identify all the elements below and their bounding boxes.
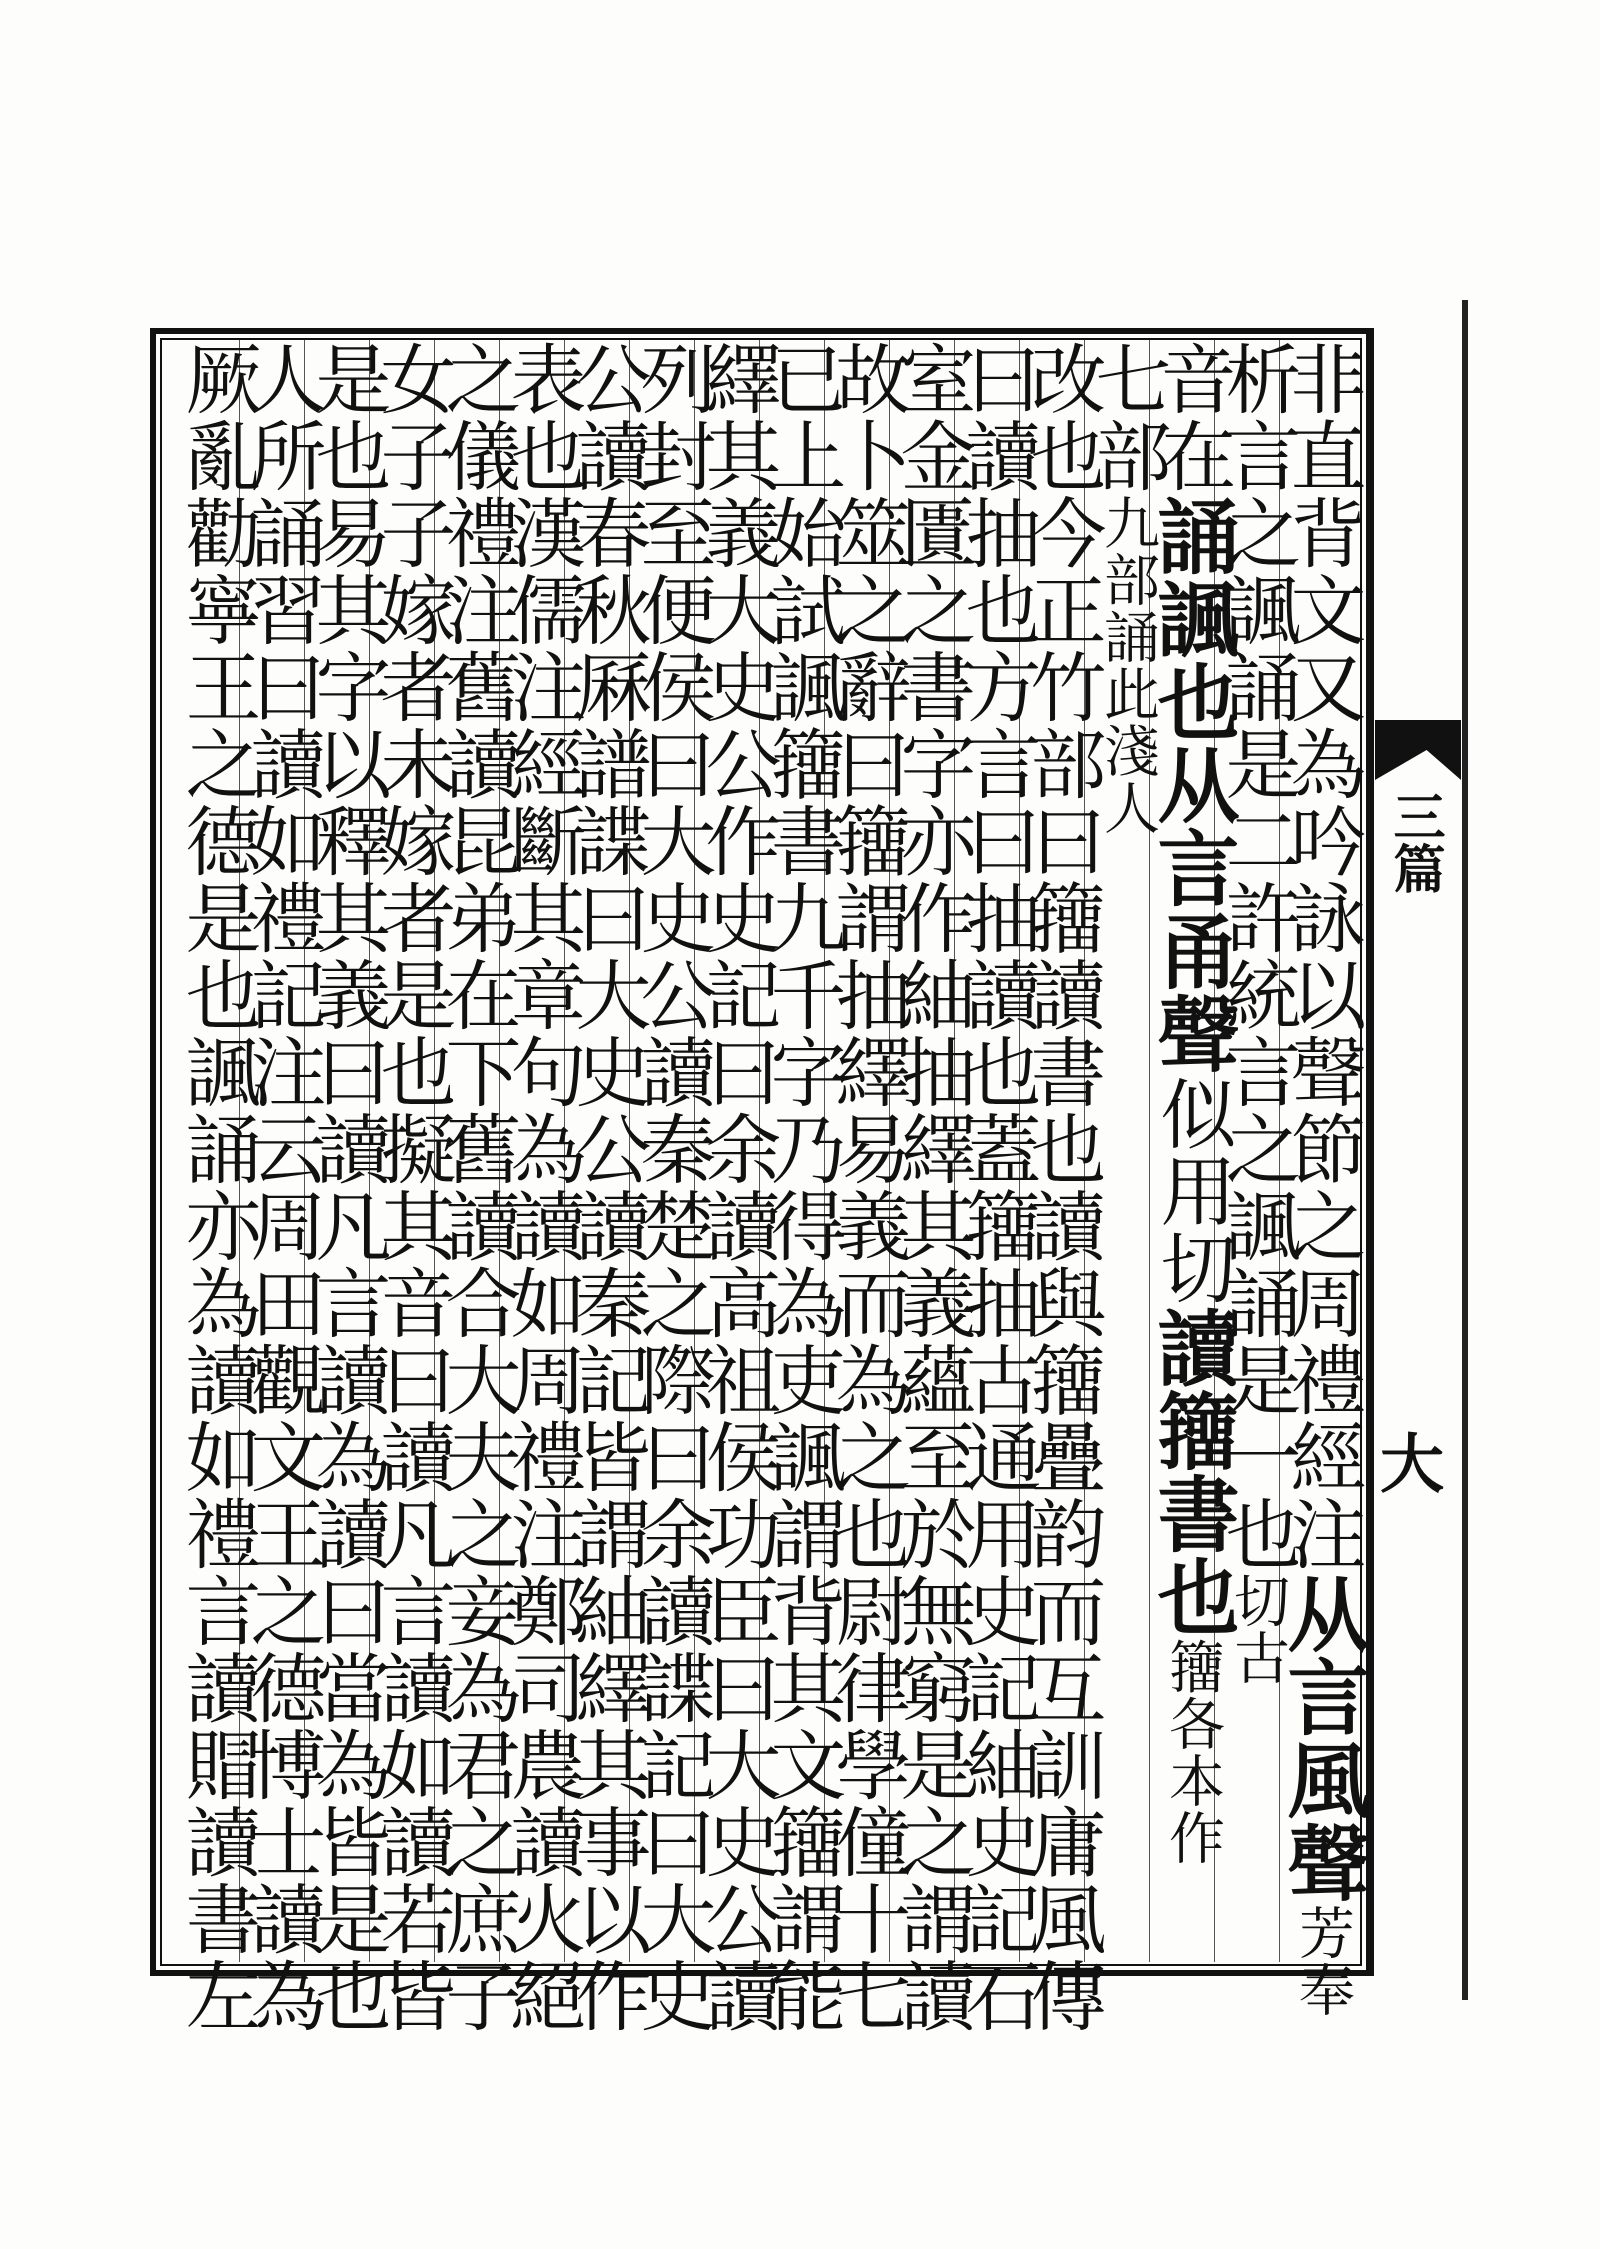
annotation-text: 誦此淺人 — [1095, 608, 1160, 836]
column-text: 繹其義大史公作史記曰余讀高祖侯功臣曰大史公讀 — [693, 340, 782, 2034]
margin-leaf-label: 大 — [1369, 1430, 1444, 1494]
annotation-text: 九部 — [1095, 494, 1160, 608]
annotation-text: 籒各本作 — [1160, 1638, 1225, 1866]
column-text: 改也今正竹部曰籒讀書也讀與籒疊韵而互訓庸風傳 — [1018, 340, 1107, 2034]
column-text: 是也易其字以釋其義曰讀凡言讀為讀曰當為皆是也 — [303, 340, 392, 2034]
column-text: 七部 — [1083, 340, 1172, 494]
column-text: 已上始試諷籒書九千字乃得為吏諷謂背其文籒謂能 — [758, 340, 847, 2034]
column-text: 析言之諷誦是二許統言之諷誦是一也 — [1213, 340, 1302, 1572]
text-column — [173, 340, 262, 2034]
column-text: 之儀禮注舊讀昆弟在下舊讀合大夫之妾為君之庶子 — [433, 340, 522, 2034]
column-text: 室金匱之書字亦作紬抽繹其義蘊至於無窮是之謂讀 — [888, 340, 977, 2034]
annotation-text: 切古 — [1225, 1572, 1290, 1686]
column-text: 列封至便侯曰大史公讀秦楚之際曰余讀諜記曰大史 — [628, 340, 717, 2034]
column-text: 表也漢儒注經斷其章句為讀如周禮注鄭司農讀火絕 — [498, 340, 587, 2034]
column-text: 人所誦習曰讀如禮記注云周田觀文王之德博士讀為 — [238, 340, 327, 2034]
column-text: 非直背文又為吟詠以聲節之周禮經注 — [1278, 340, 1367, 1572]
column-text: 女子子嫁者未嫁者是也擬其音曰讀凡言讀如讀若皆 — [368, 340, 457, 2034]
annotation-text: 芳奉 — [1290, 1904, 1355, 2018]
column-text: 音在 — [1148, 340, 1237, 494]
column-text: 似用切 — [1148, 1075, 1237, 1306]
margin-title: 三篇 — [1384, 790, 1445, 894]
margin-strip — [1370, 328, 1460, 1976]
headword-text: 誦諷也从言甬聲 — [1144, 494, 1240, 1075]
column-text: 厥亂勸寧王之德是也諷誦亦為讀如禮言讀賵讀書左 — [173, 340, 262, 2034]
headword-text: 讀籒書也 — [1144, 1306, 1240, 1638]
column-text: 曰讀抽也方言曰抽讀也蓋籒抽古通用史記紬史記石 — [953, 340, 1042, 2034]
page-right-edge — [1462, 300, 1468, 2000]
headword-text: 从言風聲 — [1274, 1572, 1370, 1904]
column-text: 故卜筮之辭曰籒謂抽繹易義而為之也尉律學僮十七 — [823, 340, 912, 2034]
column-text: 公讀春秋厤譜諜曰大史公讀秦記皆謂紬繹其事以作 — [563, 340, 652, 2034]
